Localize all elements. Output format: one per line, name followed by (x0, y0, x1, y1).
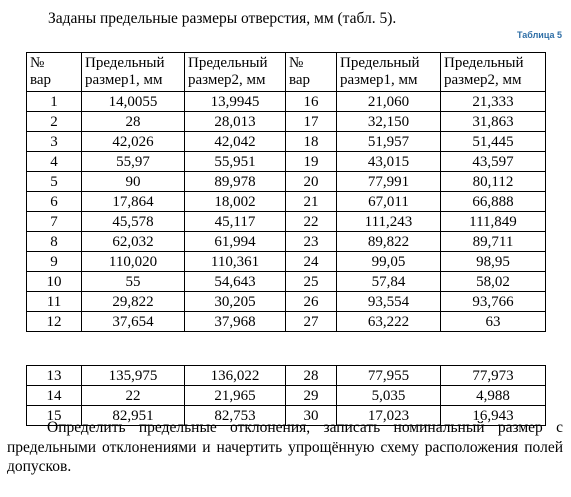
size2-cell: 21,965 (185, 386, 286, 406)
variant-cell: 14 (27, 386, 82, 406)
task-text: Определить предельные отклонения, записать номинальный размер с предельными отклонениями и начертить упрощённую схему расположения полей допусков. (7, 419, 563, 475)
size1-cell: 5,035 (337, 386, 441, 406)
variant-cell: 25 (286, 272, 337, 292)
table-spacer-row (27, 332, 546, 366)
variant-cell: 22 (286, 212, 337, 232)
table-row (27, 92, 546, 112)
size1-cell: 89,822 (337, 232, 441, 252)
size1-cell: 42,026 (82, 132, 185, 152)
size2-cell: 136,022 (185, 366, 286, 386)
variant-cell: 24 (286, 252, 337, 272)
size1-cell: 43,015 (337, 152, 441, 172)
size2-cell: 61,994 (185, 232, 286, 252)
size1-cell: 93,554 (337, 292, 441, 312)
variant-cell: 30 (286, 406, 337, 426)
size2-cell: 45,117 (185, 212, 286, 232)
variant-cell: 20 (286, 172, 337, 192)
size2-cell: 43,597 (441, 152, 546, 172)
intro-text: Заданы предельные размеры отверстия, мм (табл. 5). (48, 10, 397, 27)
table-row (27, 386, 546, 406)
table-row (27, 366, 546, 386)
size1-cell: 82,951 (82, 406, 185, 426)
size1-cell: 37,654 (82, 312, 185, 332)
size1-cell: 77,955 (337, 366, 441, 386)
size1-cell: 55 (82, 272, 185, 292)
variant-cell: 9 (27, 252, 82, 272)
spacer-cell (286, 332, 337, 366)
variant-cell: 13 (27, 366, 82, 386)
size2-cell: 28,013 (185, 112, 286, 132)
size2-cell: 89,978 (185, 172, 286, 192)
table-row (27, 272, 546, 292)
variant-cell: 10 (27, 272, 82, 292)
size1-cell: 67,011 (337, 192, 441, 212)
size2-cell: 42,042 (185, 132, 286, 152)
size1-cell: 45,578 (82, 212, 185, 232)
size2-cell: 13,9945 (185, 92, 286, 112)
table-row (27, 192, 546, 212)
variant-cell: 7 (27, 212, 82, 232)
size2-cell: 31,863 (441, 112, 546, 132)
size1-cell: 21,060 (337, 92, 441, 112)
variant-cell: 8 (27, 232, 82, 252)
size1-cell: 110,020 (82, 252, 185, 272)
variant-cell: 2 (27, 112, 82, 132)
variant-cell: 6 (27, 192, 82, 212)
variant-cell: 12 (27, 312, 82, 332)
variant-cell: 17 (286, 112, 337, 132)
table-caption: Таблица 5 (516, 30, 562, 40)
variant-cell: 29 (286, 386, 337, 406)
table-row (27, 312, 546, 332)
header-size2: Предельный размер2, мм (185, 53, 286, 92)
size2-cell: 98,95 (441, 252, 546, 272)
variant-cell: 27 (286, 312, 337, 332)
size1-cell: 63,222 (337, 312, 441, 332)
spacer-cell (441, 332, 546, 366)
size1-cell: 17,864 (82, 192, 185, 212)
size1-cell: 29,822 (82, 292, 185, 312)
size2-cell: 4,988 (441, 386, 546, 406)
limit-sizes-table (26, 52, 546, 426)
size2-cell: 54,643 (185, 272, 286, 292)
size2-cell: 30,205 (185, 292, 286, 312)
size2-cell: 110,361 (185, 252, 286, 272)
variant-cell: 16 (286, 92, 337, 112)
variant-cell: 11 (27, 292, 82, 312)
size2-cell: 80,112 (441, 172, 546, 192)
size1-cell: 17,023 (337, 406, 441, 426)
size2-cell: 89,711 (441, 232, 546, 252)
variant-cell: 1 (27, 92, 82, 112)
size1-cell: 57,84 (337, 272, 441, 292)
size2-cell: 63 (441, 312, 546, 332)
size1-cell: 14,0055 (82, 92, 185, 112)
size2-cell: 77,973 (441, 366, 546, 386)
spacer-cell (82, 332, 185, 366)
header-size1: Предельный размер1, мм (82, 53, 185, 92)
size2-cell: 37,968 (185, 312, 286, 332)
table-row (27, 252, 546, 272)
size2-cell: 66,888 (441, 192, 546, 212)
table-row (27, 172, 546, 192)
table-row (27, 152, 546, 172)
variant-cell: 4 (27, 152, 82, 172)
header-variant: № вар (286, 53, 337, 92)
size2-cell: 82,753 (185, 406, 286, 426)
size2-cell: 55,951 (185, 152, 286, 172)
size2-cell: 51,445 (441, 132, 546, 152)
size2-cell: 21,333 (441, 92, 546, 112)
variant-cell: 23 (286, 232, 337, 252)
size1-cell: 111,243 (337, 212, 441, 232)
size1-cell: 22 (82, 386, 185, 406)
size1-cell: 62,032 (82, 232, 185, 252)
size2-cell: 18,002 (185, 192, 286, 212)
spacer-cell (185, 332, 286, 366)
variant-cell: 28 (286, 366, 337, 386)
variant-cell: 26 (286, 292, 337, 312)
variant-cell: 21 (286, 192, 337, 212)
size1-cell: 32,150 (337, 112, 441, 132)
size1-cell: 90 (82, 172, 185, 192)
size1-cell: 77,991 (337, 172, 441, 192)
header-variant: № вар (27, 53, 82, 92)
variant-cell: 19 (286, 152, 337, 172)
table-header-row (27, 53, 546, 92)
size2-cell: 58,02 (441, 272, 546, 292)
variant-cell: 3 (27, 132, 82, 152)
variant-cell: 5 (27, 172, 82, 192)
table-row (27, 112, 546, 132)
table-row (27, 132, 546, 152)
size2-cell: 111,849 (441, 212, 546, 232)
table-row (27, 212, 546, 232)
size1-cell: 99,05 (337, 252, 441, 272)
size1-cell: 135,975 (82, 366, 185, 386)
size2-cell: 16,943 (441, 406, 546, 426)
spacer-cell (337, 332, 441, 366)
variant-cell: 15 (27, 406, 82, 426)
spacer-cell (27, 332, 82, 366)
size1-cell: 51,957 (337, 132, 441, 152)
size1-cell: 28 (82, 112, 185, 132)
variant-cell: 18 (286, 132, 337, 152)
header-size2: Предельный размер2, мм (441, 53, 546, 92)
header-size1: Предельный размер1, мм (337, 53, 441, 92)
table-row (27, 232, 546, 252)
size1-cell: 55,97 (82, 152, 185, 172)
table-row (27, 292, 546, 312)
size2-cell: 93,766 (441, 292, 546, 312)
